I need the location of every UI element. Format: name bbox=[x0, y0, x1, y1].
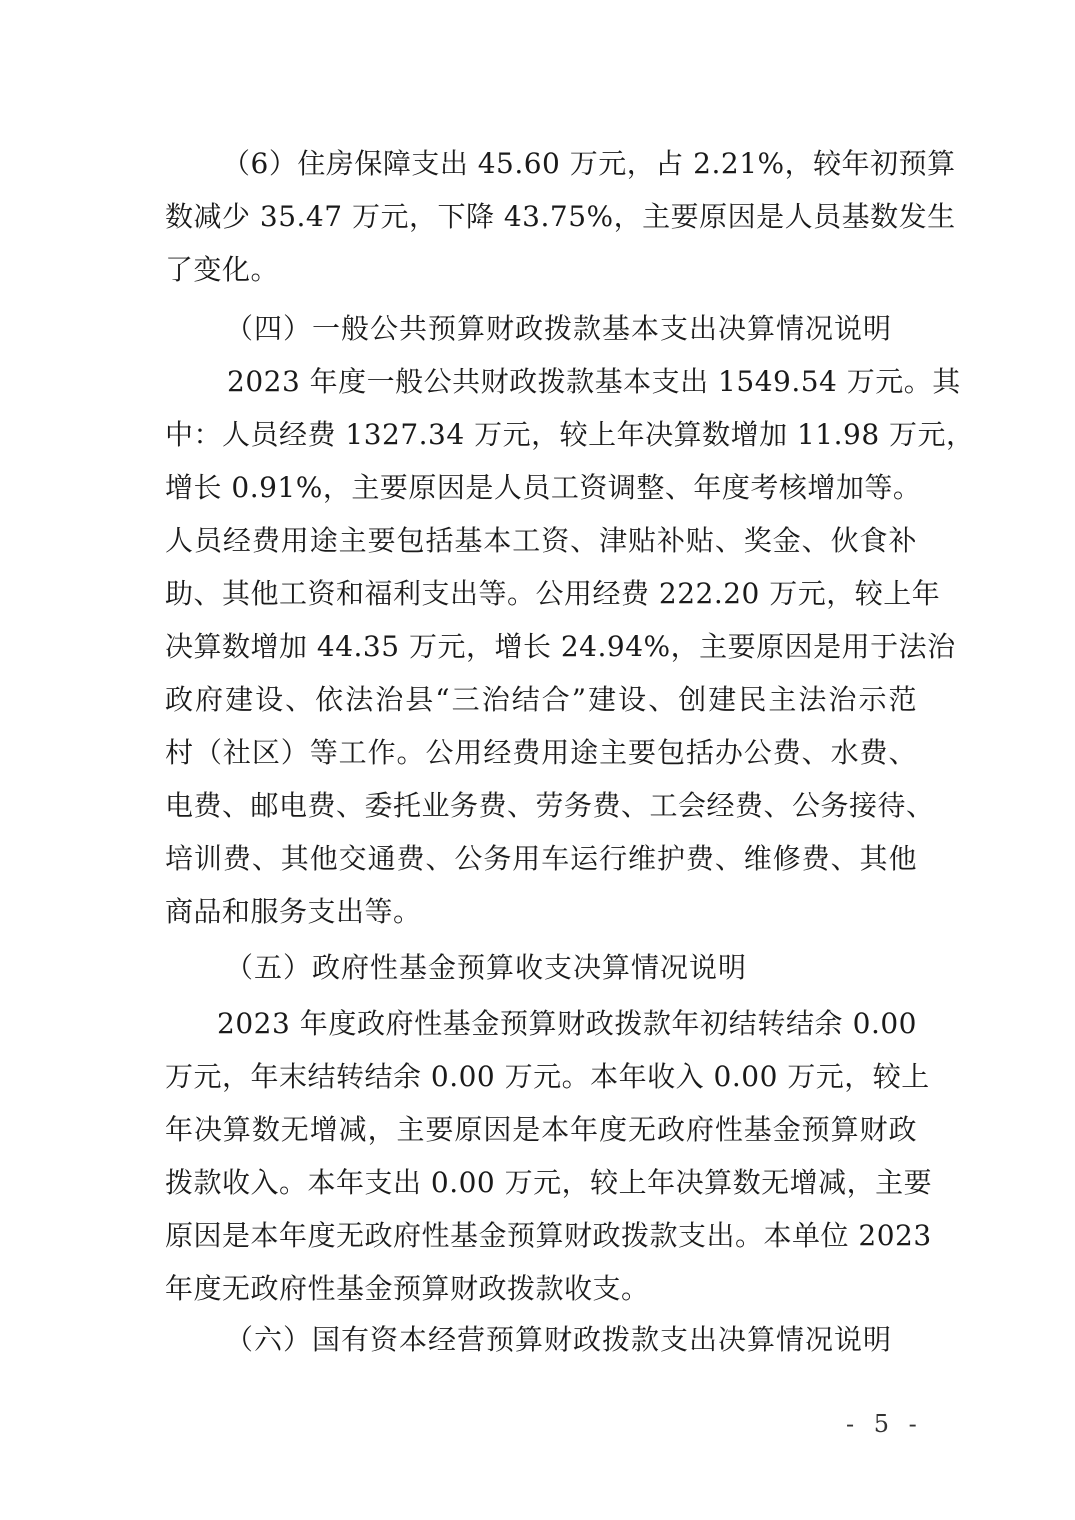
text-line: 商品和服务支出等。 bbox=[165, 895, 422, 928]
text-line: 人员经费用途主要包括基本工资、津贴补贴、奖金、伙食补 bbox=[165, 524, 917, 557]
text-line: 年决算数无增减，主要原因是本年度无政府性基金预算财政 bbox=[165, 1113, 917, 1146]
text-line: （6）住房保障支出 45.60 万元，占 2.21%，较年初预算 bbox=[222, 147, 956, 180]
text-line: 助、其他工资和福利支出等。公用经费 222.20 万元，较上年 bbox=[165, 577, 941, 610]
section-heading-4: （四）一般公共预算财政拨款基本支出决算情况说明 bbox=[225, 312, 893, 345]
text-line: 中：人员经费 1327.34 万元，较上年决算数增加 11.98 万元， bbox=[165, 418, 975, 451]
section-heading-6: （六）国有资本经营预算财政拨款支出决算情况说明 bbox=[225, 1323, 893, 1356]
text-line: 原因是本年度无政府性基金预算财政拨款支出。本单位 2023 bbox=[165, 1219, 932, 1252]
text-line: 年度无政府性基金预算财政拨款收支。 bbox=[165, 1272, 650, 1305]
text-line: 决算数增加 44.35 万元，增长 24.94%，主要原因是用于法治 bbox=[165, 630, 956, 663]
section-heading-5: （五）政府性基金预算收支决算情况说明 bbox=[225, 951, 748, 984]
text-line: 培训费、其他交通费、公务用车运行维护费、维修费、其他 bbox=[165, 842, 917, 875]
text-line: 政府建设、依法治县“三治结合”建设、创建民主法治示范 bbox=[165, 683, 917, 716]
text-line: 2023 年度政府性基金预算财政拨款年初结转结余 0.00 bbox=[217, 1007, 917, 1040]
page-number: - 5 - bbox=[846, 1410, 923, 1438]
paragraph-housing-expense bbox=[165, 137, 956, 296]
text-line: 2023 年度一般公共财政拨款基本支出 1549.54 万元。其 bbox=[227, 365, 961, 398]
text-line: 数减少 35.47 万元，下降 43.75%，主要原因是人员基数发生 bbox=[165, 200, 956, 233]
text-line: 增长 0.91%，主要原因是人员工资调整、年度考核增加等。 bbox=[165, 471, 922, 504]
text-line: 万元，年末结转结余 0.00 万元。本年收入 0.00 万元，较上 bbox=[165, 1060, 930, 1093]
text-line: 拨款收入。本年支出 0.00 万元，较上年决算数无增减，主要 bbox=[165, 1166, 933, 1199]
text-line: 电费、邮电费、委托业务费、劳务费、工会经费、公务接待、 bbox=[165, 789, 935, 822]
paragraph-basic-expense bbox=[165, 355, 975, 938]
text-line: 了变化。 bbox=[165, 253, 280, 286]
paragraph-government-fund bbox=[165, 997, 933, 1315]
text-line: 村（社区）等工作。公用经费用途主要包括办公费、水费、 bbox=[165, 736, 917, 769]
